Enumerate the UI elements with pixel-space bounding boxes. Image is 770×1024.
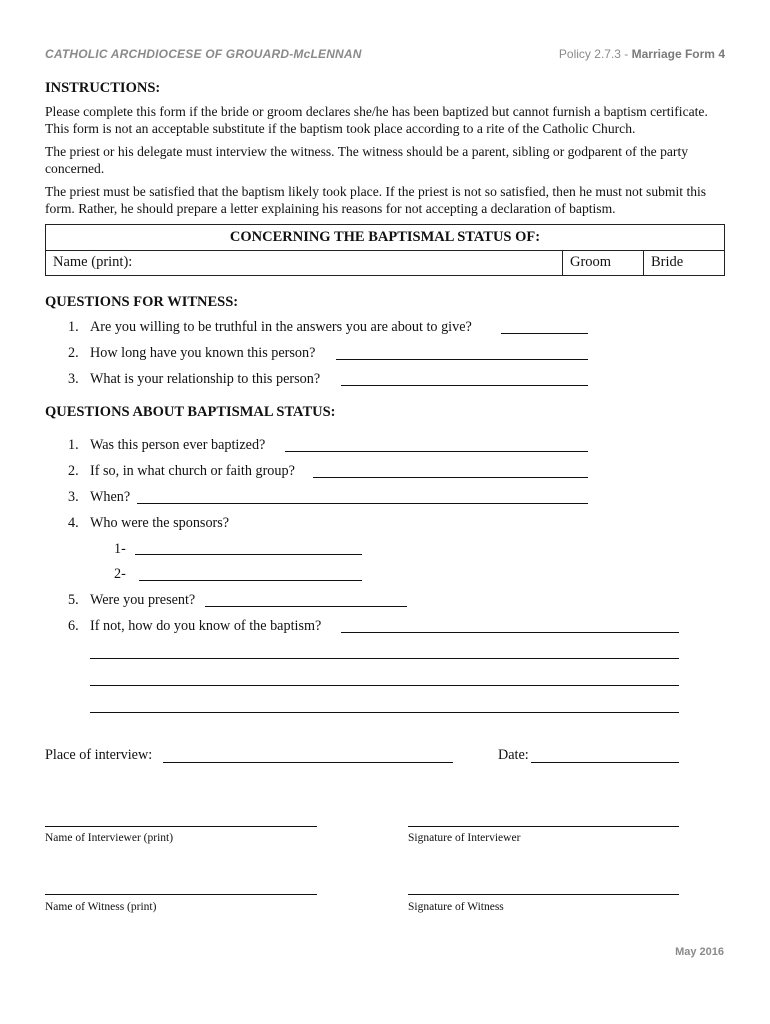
instructions-title: INSTRUCTIONS: (45, 80, 161, 96)
baptismal-status-title: CONCERNING THE BAPTISMAL STATUS OF: (46, 225, 724, 251)
baptismal-answer-5-line[interactable] (205, 606, 407, 607)
baptismal-answer-2-line[interactable] (313, 477, 588, 478)
policy-number: Policy 2.7.3 - (558, 47, 632, 61)
baptismal-answer-3-line[interactable] (137, 503, 588, 504)
witness-questions-title: QUESTIONS FOR WITNESS: (45, 294, 239, 310)
name-print-field[interactable] (46, 250, 562, 276)
witness-signature-label: Signature of Witness (408, 901, 504, 913)
baptismal-answer-6-line[interactable] (341, 632, 679, 633)
baptismal-question-6: 6. If not, how do you know of the baptism? (68, 618, 322, 634)
interviewer-signature-line[interactable] (408, 826, 679, 827)
witness-signature-line[interactable] (408, 894, 679, 895)
baptismal-question-3: 3. When? (68, 489, 131, 505)
interviewer-signature-label: Signature of Interviewer (408, 832, 521, 844)
groom-label: Groom (570, 254, 612, 270)
sponsor-2-line[interactable] (139, 580, 362, 581)
baptismal-question-2: 2. If so, in what church or faith group? (68, 463, 295, 479)
baptismal-answer-6-line-4[interactable] (90, 712, 679, 713)
baptismal-answer-1-line[interactable] (285, 451, 588, 452)
sponsor-1-label: 1- (114, 541, 126, 557)
groom-option[interactable] (562, 250, 643, 276)
witness-name-label: Name of Witness (print) (45, 901, 157, 913)
policy-reference (559, 47, 725, 61)
place-of-interview-line[interactable] (163, 762, 453, 763)
baptismal-status-table (45, 224, 725, 276)
baptismal-questions-title: QUESTIONS ABOUT BAPTISMAL STATUS: (45, 404, 336, 420)
baptismal-question-5: 5. Were you present? (68, 592, 196, 608)
witness-question-2: 2. How long have you known this person? (68, 345, 316, 361)
witness-name-line[interactable] (45, 894, 317, 895)
form-name: Marriage Form 4 (631, 47, 725, 61)
place-of-interview-label: Place of interview: (45, 747, 153, 763)
instructions-paragraph-2: The priest or his delegate must interview the witness. The witness should be a parent, sibling or godparent of the party concerned. (45, 144, 689, 176)
witness-answer-1-line[interactable] (501, 333, 588, 334)
witness-answer-3-line[interactable] (341, 385, 588, 386)
witness-question-3: 3. What is your relationship to this person? (68, 371, 321, 387)
interviewer-name-label: Name of Interviewer (print) (45, 832, 174, 844)
instructions-paragraph-1: Please complete this form if the bride or groom declares she/he has been baptized but cannot furnish a baptism certificate. This form is not an acceptable substitute if the baptism took place according to a rite of the Catholic Church. (45, 104, 708, 136)
name-print-label: Name (print): (53, 254, 133, 270)
date-label: Date: (498, 747, 529, 763)
baptismal-answer-6-line-3[interactable] (90, 685, 679, 686)
sponsor-2-label: 2- (114, 566, 126, 582)
baptismal-answer-6-line-2[interactable] (90, 658, 679, 659)
baptismal-question-4: 4. Who were the sponsors? (68, 515, 230, 531)
footer-date: May 2016 (675, 946, 724, 958)
sponsor-1-line[interactable] (135, 554, 362, 555)
instructions-paragraph-3: The priest must be satisfied that the baptism likely took place. If the priest is not so satisfied, then he must not submit this form. Rather, he should prepare a letter explaining his reasons for not accepting a declaration of baptism. (45, 184, 707, 216)
witness-question-1: 1. Are you willing to be truthful in the answers you are about to give? (68, 319, 472, 335)
bride-option[interactable] (643, 250, 725, 276)
bride-label: Bride (651, 254, 684, 270)
witness-answer-2-line[interactable] (336, 359, 588, 360)
interviewer-name-line[interactable] (45, 826, 317, 827)
organization-name: CATHOLIC ARCHDIOCESE OF GROUARD-McLENNAN (45, 47, 362, 61)
baptismal-question-1: 1. Was this person ever baptized? (68, 437, 266, 453)
date-line[interactable] (531, 762, 679, 763)
